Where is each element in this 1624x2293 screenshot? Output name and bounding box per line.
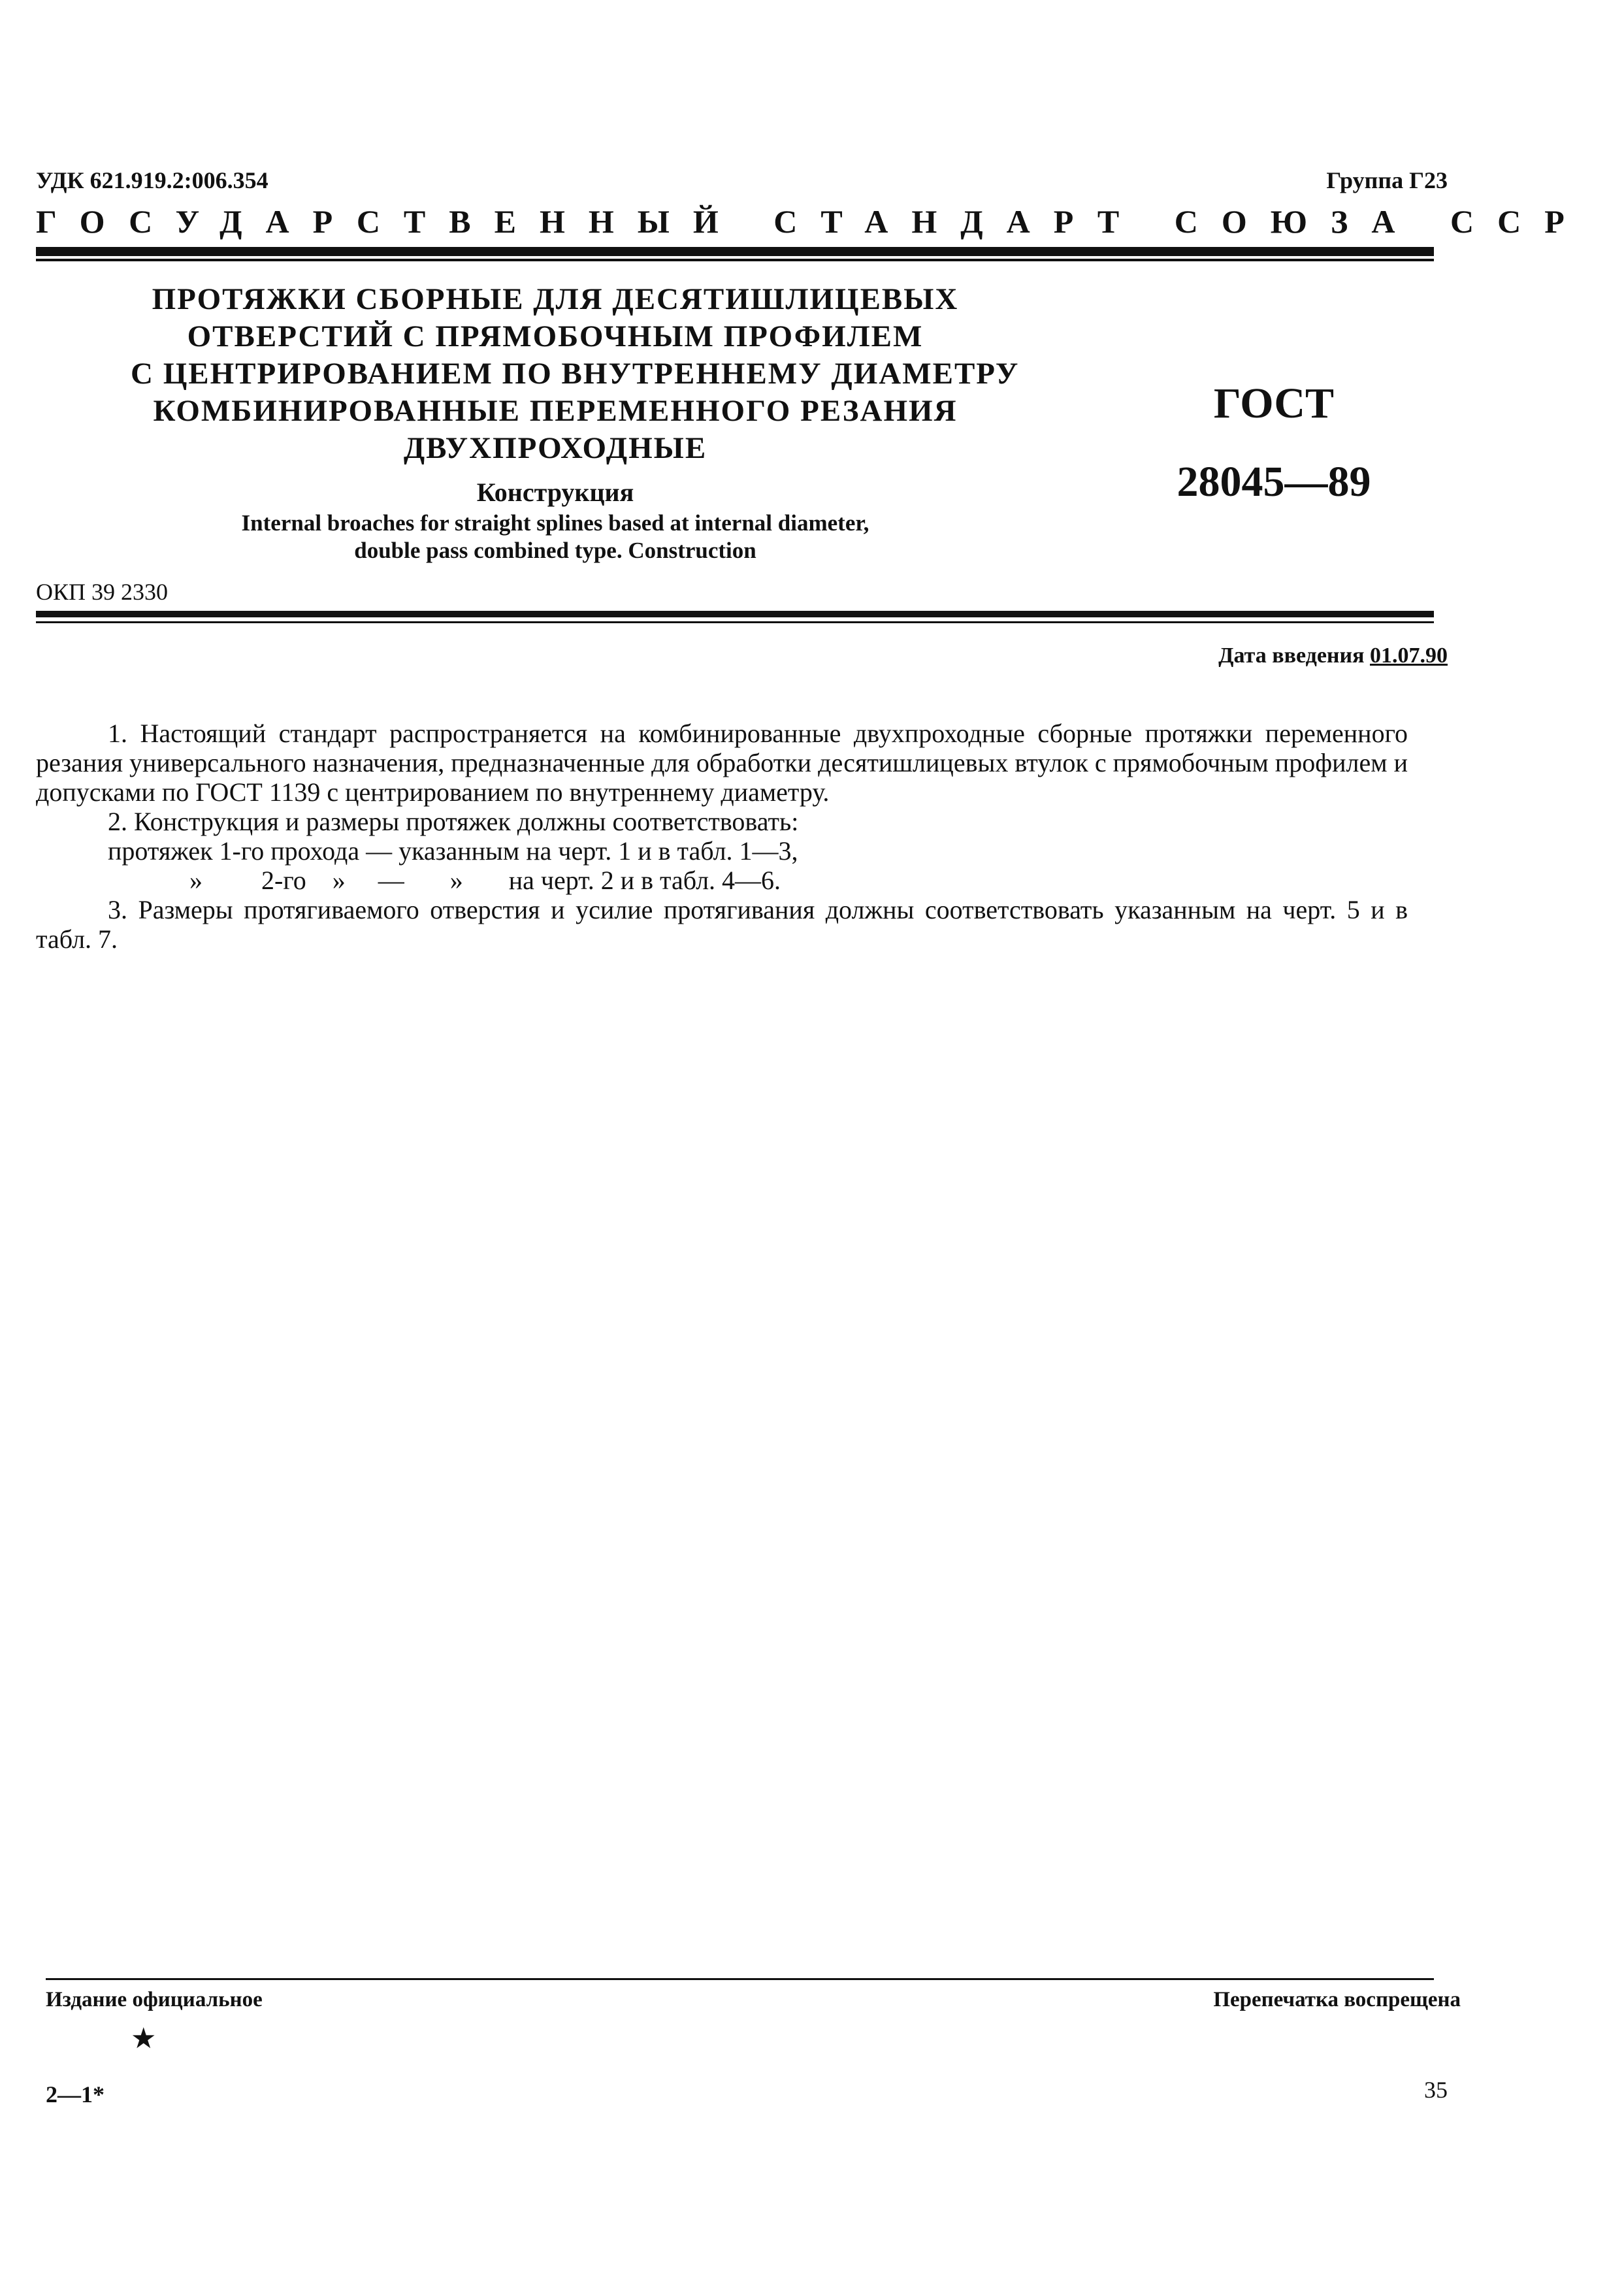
okp-code: ОКП 39 2330 — [36, 579, 169, 605]
group-label: Группа Г23 — [1326, 167, 1448, 193]
title-line: ОТВЕРСТИЙ С ПРЯМОБОЧНЫМ ПРОФИЛЕМ — [187, 319, 924, 353]
title-line: КОМБИНИРОВАННЫЕ ПЕРЕМЕННОГО РЕЗАНИЯ — [153, 394, 958, 428]
title-line: С ЦЕНТРИРОВАНИЕМ ПО ВНУТРЕННЕМУ ДИАМЕТРУ — [131, 357, 1020, 391]
document-body — [36, 719, 1408, 954]
english-title-line: Internal broaches for straight splines based at internal diameter, — [241, 510, 869, 536]
english-title — [131, 510, 980, 564]
paragraph-3: 3. Размеры протягиваемого отверстия и усилие протягивания должны соответствовать указанным на черт. 5 и в табл. 7. — [36, 895, 1408, 954]
title-line: ПРОТЯЖКИ СБОРНЫЕ ДЛЯ ДЕСЯТИШЛИЦЕВЫХ — [152, 282, 959, 316]
page-number: 35 — [1424, 2077, 1448, 2103]
udk-code: УДК 621.919.2:006.354 — [36, 167, 268, 193]
document-title — [131, 281, 1020, 467]
print-signature: 2—1* — [46, 2081, 105, 2107]
gost-number: 28045—89 — [1177, 458, 1371, 506]
date-label: Дата введения — [1218, 643, 1365, 668]
header-rule-thin — [36, 259, 1434, 261]
paragraph-1: 1. Настоящий стандарт распространяется на комбинированные двухпроходные сборные протяжки переменного резания универсального назначения, предназначенные для обработки десятишлицевых втулок с прямобочным профилем и допусками по ГОСТ 1139 с центрированием по внутреннему диаметру. — [36, 719, 1408, 807]
gost-label: ГОСТ — [1213, 380, 1335, 427]
official-edition-label: Издание официальное — [46, 1988, 263, 2011]
paragraph-2: 2. Конструкция и размеры протяжек должны соответствовать: — [108, 807, 799, 836]
section-rule-thick — [36, 611, 1434, 617]
footer-rule — [46, 1978, 1434, 1980]
section-rule-thin — [36, 621, 1434, 623]
star-icon: ★ — [131, 2023, 157, 2055]
introduction-date — [1218, 643, 1448, 668]
construction-subtitle: Конструкция — [476, 478, 634, 507]
title-line: ДВУХПРОХОДНЫЕ — [403, 431, 707, 465]
header-rule-thick — [36, 247, 1434, 256]
state-standard-heading: ГОСУДАРСТВЕННЫЙ СТАНДАРТ СОЮЗА ССР — [36, 203, 1588, 240]
reprint-prohibited-label: Перепечатка воспрещена — [1213, 1988, 1461, 2011]
paragraph-2-item-1: протяжек 1-го прохода — указанным на черт. 1 и в табл. 1—3, — [108, 836, 798, 866]
paragraph-2-item-2: » 2-го » — » на черт. 2 и в табл. 4—6. — [189, 866, 781, 895]
date-value: 01.07.90 — [1370, 643, 1448, 668]
english-title-line: double pass combined type. Construction — [354, 538, 756, 563]
